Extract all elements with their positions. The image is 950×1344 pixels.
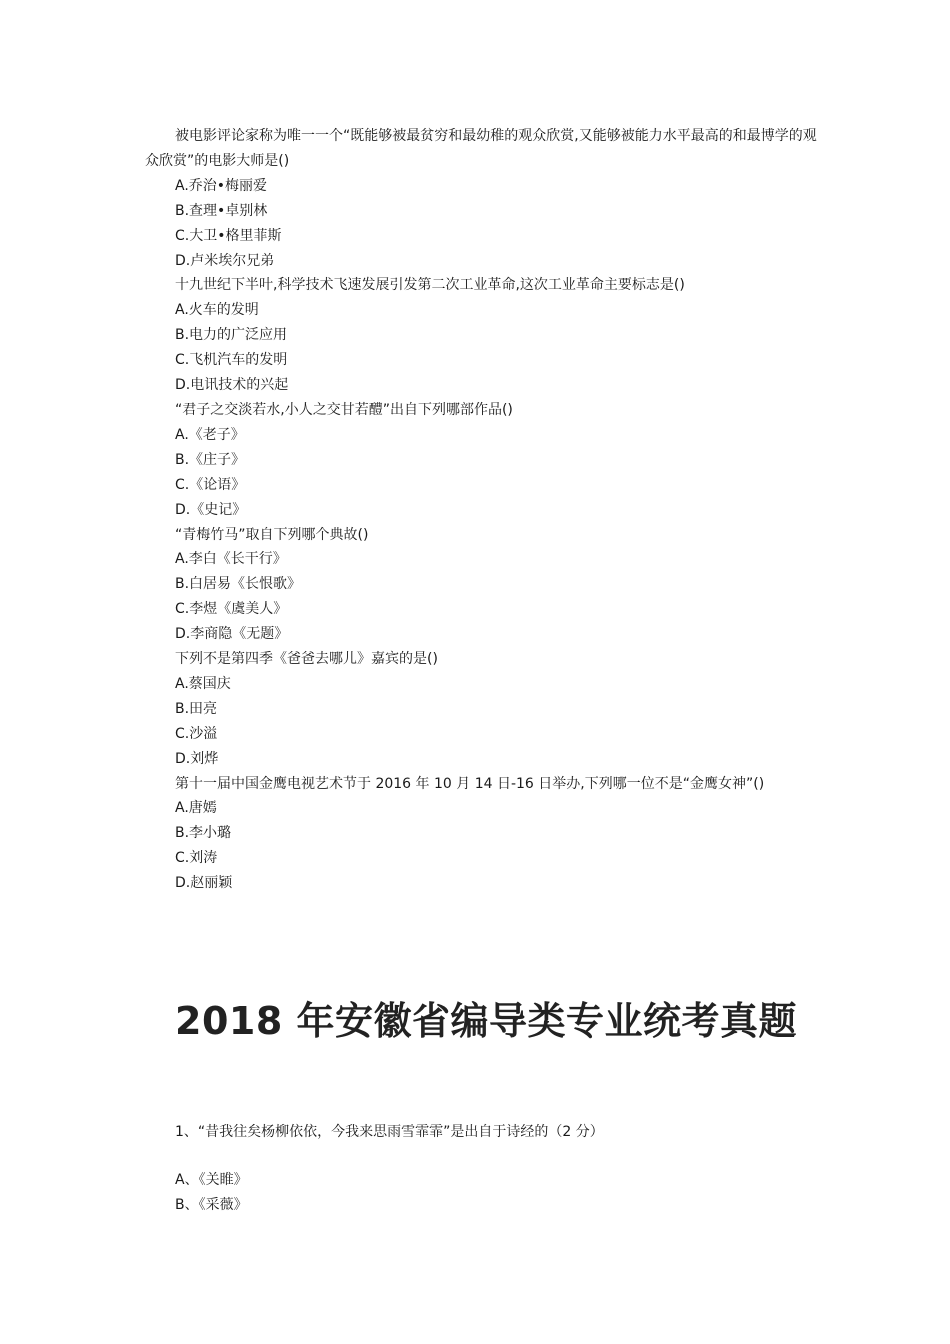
option-a: A.李白《长干行》 bbox=[175, 551, 287, 568]
option-c: C.刘涛 bbox=[175, 850, 218, 867]
question-text: “君子之交淡若水,小人之交甘若醴”出自下列哪部作品() bbox=[175, 401, 513, 418]
option-b: B.田亮 bbox=[175, 700, 218, 717]
question-text: 被电影评论家称为唯一一个“既能够被最贫穷和最幼稚的观众欣赏,又能够被能力水平最高的和最博学的观众欣赏”的电影大师是() bbox=[145, 128, 817, 169]
option-d: D.刘烨 bbox=[175, 750, 219, 767]
option-b: B.《庄子》 bbox=[175, 451, 246, 468]
option-b: B.查理•卓别林 bbox=[175, 202, 268, 219]
question-text: “青梅竹马”取自下列哪个典故() bbox=[175, 526, 369, 543]
option-c: C.飞机汽车的发明 bbox=[175, 352, 288, 369]
section-heading: 2018 年安徽省编导类专业统考真题 bbox=[175, 999, 797, 1043]
option-d: D.赵丽颖 bbox=[175, 875, 233, 892]
option-a: A.唐嫣 bbox=[175, 800, 217, 817]
option-d: D.李商隐《无题》 bbox=[175, 626, 289, 643]
question-text: 下列不是第四季《爸爸去哪儿》嘉宾的是() bbox=[175, 651, 438, 668]
option-a: A.《老子》 bbox=[175, 426, 245, 443]
option-c: C.李煜《虞美人》 bbox=[175, 601, 288, 618]
option-b: B.李小璐 bbox=[175, 825, 232, 842]
section-option-a: A、《关睢》 bbox=[175, 1172, 248, 1188]
option-b: B.电力的广泛应用 bbox=[175, 327, 288, 344]
option-b: B.白居易《长恨歌》 bbox=[175, 576, 302, 593]
option-d: D.电讯技术的兴起 bbox=[175, 377, 289, 394]
option-a: A.火车的发明 bbox=[175, 302, 259, 319]
question-text: 第十一届中国金鹰电视艺术节于 2016 年 10 月 14 日-16 日举办,下列哪一位不是“金鹰女神”() bbox=[175, 775, 765, 792]
option-c: C.《论语》 bbox=[175, 476, 246, 493]
section-option-b: B、《采薇》 bbox=[175, 1197, 248, 1213]
option-c: C.大卫•格里菲斯 bbox=[175, 227, 282, 244]
question-text: 十九世纪下半叶,科学技术飞速发展引发第二次工业革命,这次工业革命主要标志是() bbox=[175, 277, 685, 294]
option-d: D.《史记》 bbox=[175, 501, 247, 518]
option-d: D.卢米埃尔兄弟 bbox=[175, 252, 275, 269]
option-a: A.乔治•梅丽爱 bbox=[175, 177, 268, 194]
question-list bbox=[145, 124, 820, 896]
option-a: A.蔡国庆 bbox=[175, 675, 231, 692]
section-question-text: 1、“昔我往矣杨柳依依，今我来思雨雪霏霏”是出自于诗经的（2 分） bbox=[175, 1124, 604, 1140]
option-c: C.沙溢 bbox=[175, 725, 218, 742]
